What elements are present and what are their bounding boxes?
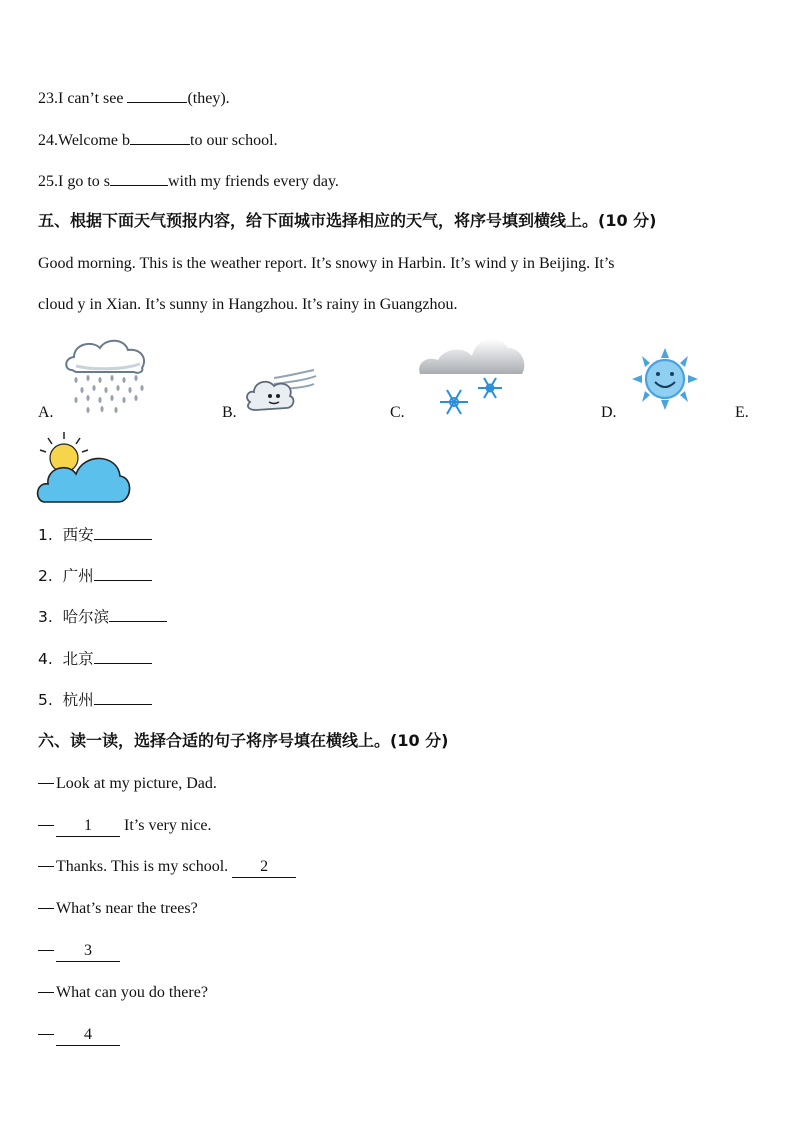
- question-text: Welcome b: [58, 132, 131, 149]
- option-d-label: D.: [601, 404, 617, 421]
- section-5-heading: 五、根据下面天气预报内容，给下面城市选择相应的天气，将序号填到横线上。(10 分): [38, 211, 657, 230]
- dialogue-dash: [38, 825, 54, 826]
- dialogue-text: It’s very nice.: [120, 817, 212, 834]
- dialogue-line: [38, 899, 198, 919]
- option-b-label: B.: [222, 404, 237, 421]
- answer-blank[interactable]: [94, 649, 152, 664]
- answer-blank[interactable]: [110, 171, 168, 186]
- dialogue-dash: [38, 950, 54, 951]
- answer-blank-3[interactable]: 3: [56, 941, 120, 962]
- dialogue-text: Thanks. This is my school.: [56, 858, 233, 875]
- answer-blank-1[interactable]: 1: [56, 816, 120, 837]
- dialogue-text: What’s near the trees?: [56, 900, 198, 917]
- dialogue-text: Look at my picture, Dad.: [56, 775, 217, 792]
- city-name: 杭州: [62, 691, 94, 709]
- question-23: [38, 88, 230, 109]
- dialogue-dash: [38, 783, 54, 784]
- question-number: 25.: [38, 173, 58, 190]
- rain-cloud-icon: [62, 336, 154, 418]
- passage-line-1: Good morning. This is the weather report. It’s snowy in Harbin. It’s wind y in Beijing. It’s: [38, 255, 615, 272]
- dialogue-dash: [38, 908, 54, 909]
- question-text: I go to s: [58, 173, 110, 190]
- dialogue-line: [38, 941, 120, 962]
- question-text-after: with my friends every day.: [168, 173, 339, 190]
- option-e-label: E.: [735, 404, 749, 421]
- city-name: 北京: [62, 650, 94, 668]
- city-item: [38, 649, 152, 669]
- city-number: 1.: [38, 526, 53, 544]
- city-number: 2.: [38, 567, 53, 585]
- question-25: [38, 171, 339, 192]
- answer-blank[interactable]: [130, 130, 190, 145]
- dialogue-line: [38, 816, 212, 837]
- question-text: I can’t see: [58, 90, 128, 107]
- question-number: 24.: [38, 132, 58, 149]
- dialogue-line: [38, 857, 296, 878]
- snow-cloud-icon: [416, 330, 528, 422]
- option-a-label: A.: [38, 404, 54, 421]
- city-number: 3.: [38, 608, 53, 626]
- city-item: [38, 566, 152, 586]
- city-name: 广州: [62, 567, 94, 585]
- dialogue-text: What can you do there?: [56, 984, 208, 1001]
- city-item: [38, 525, 152, 545]
- dialogue-line: [38, 1025, 120, 1046]
- section-6-heading: 六、读一读，选择合适的句子将序号填在横线上。(10 分): [38, 731, 449, 750]
- city-number: 4.: [38, 650, 53, 668]
- question-number: 23.: [38, 90, 58, 107]
- wind-cloud-icon: [244, 368, 318, 418]
- dialogue-dash: [38, 992, 54, 993]
- answer-blank[interactable]: [94, 690, 152, 705]
- dialogue-dash: [38, 866, 54, 867]
- city-name: 哈尔滨: [62, 608, 110, 626]
- sun-icon: [630, 346, 700, 412]
- dialogue-line: [38, 774, 217, 794]
- dialogue-line: [38, 983, 208, 1003]
- city-name: 西安: [62, 526, 94, 544]
- answer-blank-4[interactable]: 4: [56, 1025, 120, 1046]
- answer-blank[interactable]: [94, 566, 152, 581]
- answer-blank[interactable]: [127, 88, 187, 103]
- city-item: [38, 607, 167, 627]
- city-number: 5.: [38, 691, 53, 709]
- passage-line-2: cloud y in Xian. It’s sunny in Hangzhou. It’s rainy in Guangzhou.: [38, 296, 458, 313]
- sun-behind-cloud-icon: [36, 430, 132, 508]
- city-item: [38, 690, 152, 710]
- answer-blank-2[interactable]: 2: [232, 857, 296, 878]
- answer-blank[interactable]: [109, 607, 167, 622]
- question-text-after: (they).: [187, 90, 230, 107]
- option-c-label: C.: [390, 404, 405, 421]
- answer-blank[interactable]: [94, 525, 152, 540]
- question-24: [38, 130, 278, 151]
- question-text-after: to our school.: [190, 132, 278, 149]
- dialogue-dash: [38, 1034, 54, 1035]
